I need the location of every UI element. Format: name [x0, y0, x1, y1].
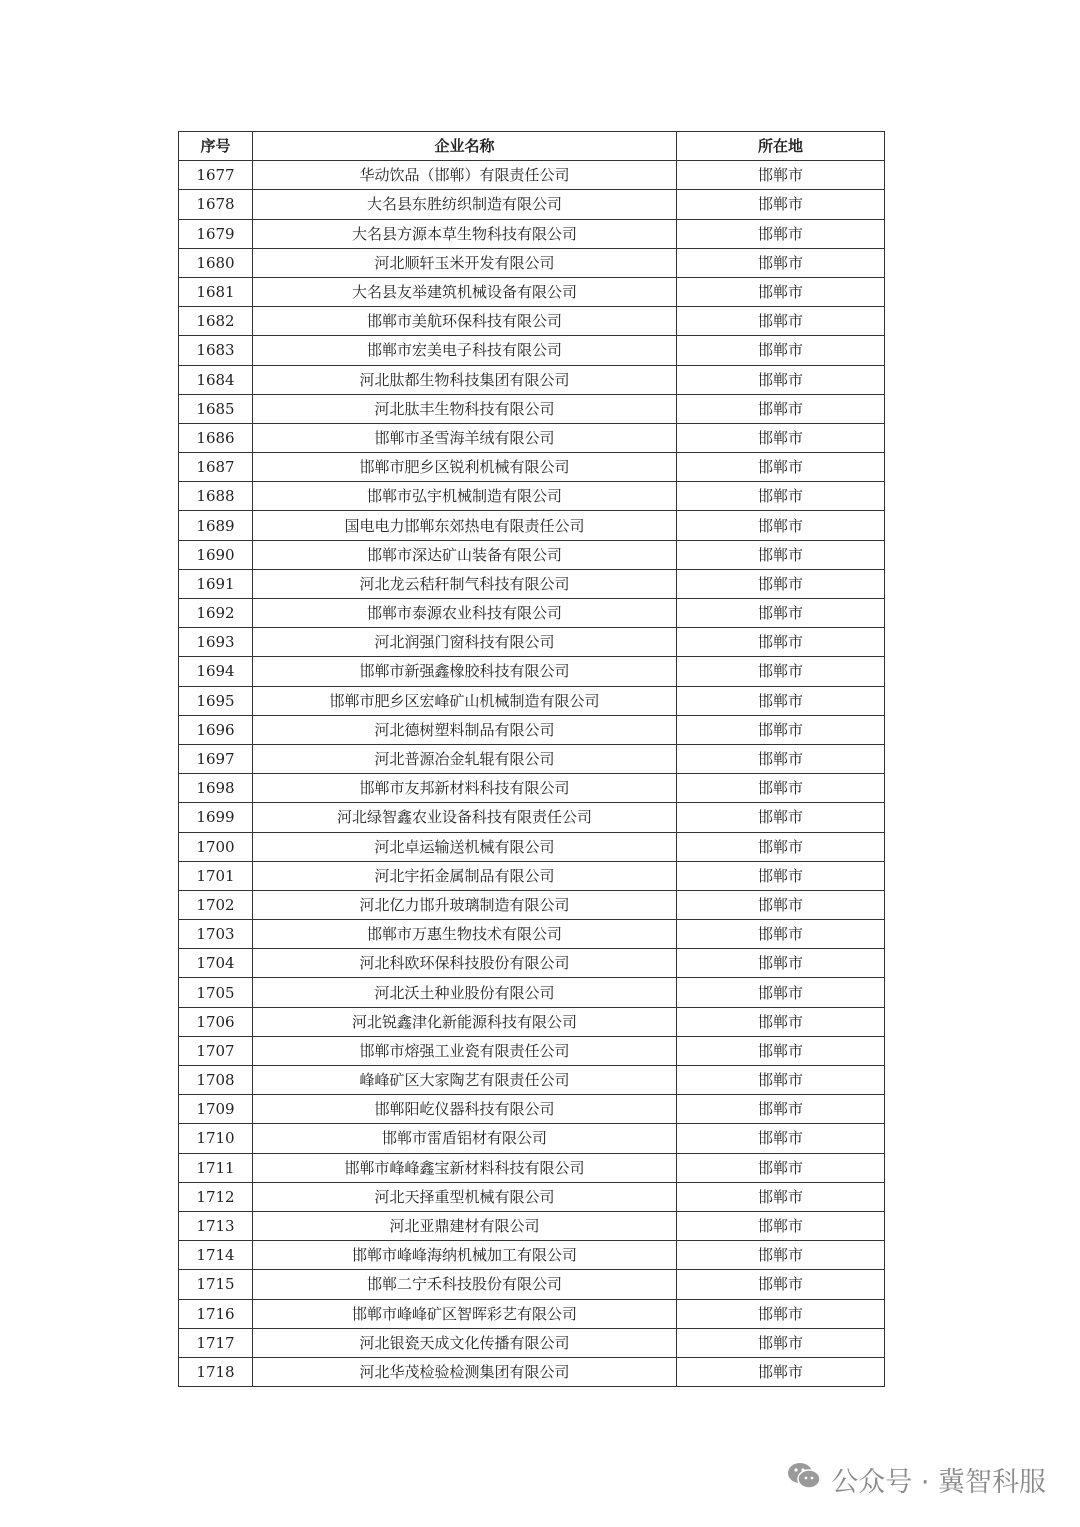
row-location: 邯郸市	[677, 453, 885, 482]
row-location: 邯郸市	[677, 890, 885, 919]
table-row	[179, 161, 885, 190]
row-company-name: 河北肽丰生物科技有限公司	[253, 394, 677, 423]
row-company-name: 华动饮品（邯郸）有限责任公司	[253, 161, 677, 190]
row-company-name: 邯郸市肥乡区锐利机械有限公司	[253, 453, 677, 482]
table-row	[179, 715, 885, 744]
row-company-name: 邯郸市泰源农业科技有限公司	[253, 599, 677, 628]
row-index: 1710	[179, 1124, 253, 1153]
row-location: 邯郸市	[677, 277, 885, 306]
row-location: 邯郸市	[677, 569, 885, 598]
row-company-name: 大名县东胜纺织制造有限公司	[253, 190, 677, 219]
row-company-name: 邯郸市美航环保科技有限公司	[253, 307, 677, 336]
table-row	[179, 803, 885, 832]
row-index: 1704	[179, 949, 253, 978]
table-row	[179, 1066, 885, 1095]
table-row	[179, 277, 885, 306]
row-index: 1699	[179, 803, 253, 832]
row-location: 邯郸市	[677, 1211, 885, 1240]
table-row	[179, 1299, 885, 1328]
row-index: 1678	[179, 190, 253, 219]
table-row	[179, 628, 885, 657]
table-row	[179, 774, 885, 803]
row-index: 1714	[179, 1241, 253, 1270]
table-row	[179, 1036, 885, 1065]
row-company-name: 河北亚鼎建材有限公司	[253, 1211, 677, 1240]
row-location: 邯郸市	[677, 540, 885, 569]
row-index: 1692	[179, 599, 253, 628]
row-location: 邯郸市	[677, 657, 885, 686]
row-index: 1693	[179, 628, 253, 657]
row-company-name: 邯郸市深达矿山装备有限公司	[253, 540, 677, 569]
row-company-name: 河北宇拓金属制品有限公司	[253, 861, 677, 890]
row-index: 1701	[179, 861, 253, 890]
row-index: 1694	[179, 657, 253, 686]
row-company-name: 河北卓运输送机械有限公司	[253, 832, 677, 861]
row-location: 邯郸市	[677, 861, 885, 890]
row-location: 邯郸市	[677, 1066, 885, 1095]
row-location: 邯郸市	[677, 803, 885, 832]
row-index: 1681	[179, 277, 253, 306]
row-location: 邯郸市	[677, 949, 885, 978]
row-index: 1715	[179, 1270, 253, 1299]
row-location: 邯郸市	[677, 307, 885, 336]
row-location: 邯郸市	[677, 1328, 885, 1357]
row-index: 1697	[179, 744, 253, 773]
row-location: 邯郸市	[677, 715, 885, 744]
row-company-name: 邯郸市新强鑫橡胶科技有限公司	[253, 657, 677, 686]
table-row	[179, 920, 885, 949]
table-row	[179, 686, 885, 715]
row-company-name: 河北顺轩玉米开发有限公司	[253, 248, 677, 277]
row-index: 1696	[179, 715, 253, 744]
row-company-name: 邯郸市峰峰鑫宝新材料科技有限公司	[253, 1153, 677, 1182]
row-company-name: 河北银瓷天成文化传播有限公司	[253, 1328, 677, 1357]
row-company-name: 河北肽都生物科技集团有限公司	[253, 365, 677, 394]
row-company-name: 邯郸市圣雪海羊绒有限公司	[253, 423, 677, 452]
row-location: 邯郸市	[677, 219, 885, 248]
row-index: 1713	[179, 1211, 253, 1240]
row-location: 邯郸市	[677, 1357, 885, 1386]
header-company-name: 企业名称	[253, 132, 677, 161]
row-index: 1686	[179, 423, 253, 452]
row-location: 邯郸市	[677, 482, 885, 511]
row-location: 邯郸市	[677, 336, 885, 365]
row-index: 1718	[179, 1357, 253, 1386]
row-index: 1707	[179, 1036, 253, 1065]
row-index: 1711	[179, 1153, 253, 1182]
table-row	[179, 832, 885, 861]
table-row	[179, 861, 885, 890]
row-company-name: 河北普源冶金轧辊有限公司	[253, 744, 677, 773]
company-table	[178, 131, 885, 1387]
row-location: 邯郸市	[677, 1007, 885, 1036]
table-row	[179, 1357, 885, 1386]
table-row	[179, 1095, 885, 1124]
row-index: 1716	[179, 1299, 253, 1328]
table-row	[179, 1241, 885, 1270]
row-location: 邯郸市	[677, 511, 885, 540]
row-company-name: 峰峰矿区大家陶艺有限责任公司	[253, 1066, 677, 1095]
header-row	[179, 132, 885, 161]
row-index: 1680	[179, 248, 253, 277]
row-index: 1706	[179, 1007, 253, 1036]
row-location: 邯郸市	[677, 832, 885, 861]
row-index: 1709	[179, 1095, 253, 1124]
row-company-name: 河北科欧环保科技股份有限公司	[253, 949, 677, 978]
watermark	[787, 1460, 1046, 1499]
table-row	[179, 744, 885, 773]
table-row	[179, 423, 885, 452]
table-row	[179, 365, 885, 394]
row-index: 1689	[179, 511, 253, 540]
row-index: 1712	[179, 1182, 253, 1211]
row-location: 邯郸市	[677, 744, 885, 773]
row-location: 邯郸市	[677, 1095, 885, 1124]
row-company-name: 河北绿智鑫农业设备科技有限责任公司	[253, 803, 677, 832]
row-location: 邯郸市	[677, 248, 885, 277]
row-index: 1685	[179, 394, 253, 423]
table-row	[179, 248, 885, 277]
row-company-name: 国电电力邯郸东郊热电有限责任公司	[253, 511, 677, 540]
row-company-name: 河北龙云秸秆制气科技有限公司	[253, 569, 677, 598]
row-location: 邯郸市	[677, 920, 885, 949]
row-company-name: 邯郸市肥乡区宏峰矿山机械制造有限公司	[253, 686, 677, 715]
table-row	[179, 1211, 885, 1240]
row-index: 1684	[179, 365, 253, 394]
row-company-name: 邯郸阳屹仪器科技有限公司	[253, 1095, 677, 1124]
row-location: 邯郸市	[677, 1299, 885, 1328]
row-location: 邯郸市	[677, 628, 885, 657]
row-index: 1705	[179, 978, 253, 1007]
table-row	[179, 307, 885, 336]
row-location: 邯郸市	[677, 394, 885, 423]
row-location: 邯郸市	[677, 1182, 885, 1211]
row-location: 邯郸市	[677, 599, 885, 628]
row-company-name: 邯郸二宁禾科技股份有限公司	[253, 1270, 677, 1299]
table-row	[179, 190, 885, 219]
row-location: 邯郸市	[677, 423, 885, 452]
row-company-name: 邯郸市峰峰矿区智晖彩艺有限公司	[253, 1299, 677, 1328]
row-location: 邯郸市	[677, 1124, 885, 1153]
row-index: 1703	[179, 920, 253, 949]
table-row	[179, 540, 885, 569]
row-index: 1691	[179, 569, 253, 598]
row-location: 邯郸市	[677, 1270, 885, 1299]
row-location: 邯郸市	[677, 978, 885, 1007]
row-index: 1683	[179, 336, 253, 365]
table-row	[179, 569, 885, 598]
table-row	[179, 1153, 885, 1182]
row-index: 1702	[179, 890, 253, 919]
row-index: 1698	[179, 774, 253, 803]
table-row	[179, 1007, 885, 1036]
row-company-name: 邯郸市弘宇机械制造有限公司	[253, 482, 677, 511]
row-company-name: 河北沃土种业股份有限公司	[253, 978, 677, 1007]
header-index: 序号	[179, 132, 253, 161]
table-row	[179, 219, 885, 248]
row-company-name: 河北华茂检验检测集团有限公司	[253, 1357, 677, 1386]
row-location: 邯郸市	[677, 190, 885, 219]
row-location: 邯郸市	[677, 774, 885, 803]
row-index: 1688	[179, 482, 253, 511]
table-row	[179, 511, 885, 540]
row-location: 邯郸市	[677, 365, 885, 394]
row-index: 1679	[179, 219, 253, 248]
wechat-icon	[787, 1461, 821, 1498]
row-index: 1708	[179, 1066, 253, 1095]
row-company-name: 河北亿力邯升玻璃制造有限公司	[253, 890, 677, 919]
row-company-name: 大名县友举建筑机械设备有限公司	[253, 277, 677, 306]
table-row	[179, 1328, 885, 1357]
row-company-name: 邯郸市雷盾铝材有限公司	[253, 1124, 677, 1153]
table-row	[179, 394, 885, 423]
row-company-name: 邯郸市宏美电子科技有限公司	[253, 336, 677, 365]
table-row	[179, 1270, 885, 1299]
row-company-name: 邯郸市友邦新材料科技有限公司	[253, 774, 677, 803]
table-row	[179, 949, 885, 978]
row-company-name: 河北天择重型机械有限公司	[253, 1182, 677, 1211]
row-location: 邯郸市	[677, 1153, 885, 1182]
table-row	[179, 599, 885, 628]
row-index: 1682	[179, 307, 253, 336]
table-row	[179, 482, 885, 511]
table-row	[179, 890, 885, 919]
row-index: 1687	[179, 453, 253, 482]
row-index: 1677	[179, 161, 253, 190]
row-index: 1700	[179, 832, 253, 861]
row-company-name: 河北德树塑料制品有限公司	[253, 715, 677, 744]
table-row	[179, 453, 885, 482]
row-location: 邯郸市	[677, 1241, 885, 1270]
row-index: 1717	[179, 1328, 253, 1357]
row-index: 1690	[179, 540, 253, 569]
row-company-name: 大名县方源本草生物科技有限公司	[253, 219, 677, 248]
header-location: 所在地	[677, 132, 885, 161]
row-company-name: 河北锐鑫津化新能源科技有限公司	[253, 1007, 677, 1036]
table-row	[179, 336, 885, 365]
row-company-name: 邯郸市峰峰海纳机械加工有限公司	[253, 1241, 677, 1270]
table-row	[179, 1182, 885, 1211]
row-location: 邯郸市	[677, 1036, 885, 1065]
table-row	[179, 657, 885, 686]
row-company-name: 邯郸市熔强工业瓷有限责任公司	[253, 1036, 677, 1065]
watermark-text: 公众号 · 冀智科服	[831, 1467, 1046, 1498]
row-company-name: 邯郸市万惠生物技术有限公司	[253, 920, 677, 949]
row-location: 邯郸市	[677, 686, 885, 715]
row-location: 邯郸市	[677, 161, 885, 190]
table-row	[179, 1124, 885, 1153]
row-company-name: 河北润强门窗科技有限公司	[253, 628, 677, 657]
table-row	[179, 978, 885, 1007]
row-index: 1695	[179, 686, 253, 715]
